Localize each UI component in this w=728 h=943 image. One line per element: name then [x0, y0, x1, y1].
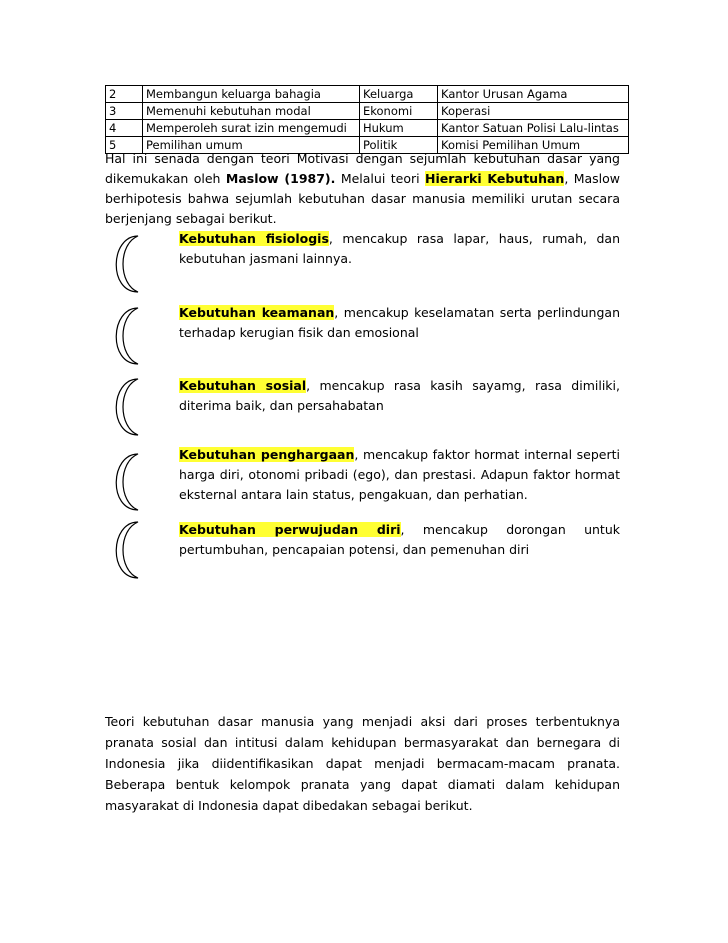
table-cell-activity: Membangun keluarga bahagia: [143, 86, 360, 103]
hierarchy-term-highlight: Hierarki Kebutuhan: [425, 171, 565, 186]
table-cell-organization: Kantor Urusan Agama: [438, 86, 629, 103]
need-description: , mencakup keselamatan serta perlindungan terhadap kerugian fisik dan emosional: [179, 305, 620, 340]
need-item-social: [179, 376, 620, 416]
need-description: , mencakup dorongan untuk pertumbuhan, pencapaian potensi, dan pemenuhan diri: [179, 522, 620, 557]
need-item-physiological: [179, 229, 620, 269]
table-cell-no: 2: [106, 86, 143, 103]
table-cell-no: 5: [106, 137, 143, 154]
maslow-reference: Maslow (1987).: [225, 171, 336, 186]
need-description: , mencakup rasa lapar, haus, rumah, dan kebutuhan jasmani lainnya.: [179, 231, 620, 266]
table-cell-activity: Memenuhi kebutuhan modal: [143, 103, 360, 120]
table-cell-activity: Pemilihan umum: [143, 137, 360, 154]
table-cell-organization: Komisi Pemilihan Umum: [438, 137, 629, 154]
need-description: , mencakup rasa kasih sayamg, rasa dimiliki, diterima baik, dan persahabatan: [179, 378, 620, 413]
need-description: , mencakup faktor hormat internal seperti harga diri, otonomi pribadi (ego), dan prestasi. Adapun faktor hormat eksternal antara lain status, pengakuan, dan perhatian.: [179, 447, 620, 502]
crescent-moon-icon: [104, 232, 150, 296]
table-row: [106, 120, 629, 137]
intro-text: Hal ini senada dengan teori Motivasi dengan sejumlah kebutuhan dasar yang dikemukakan oleh: [105, 151, 620, 186]
need-item-self-actualization: [179, 520, 620, 560]
table-cell-organization: Koperasi: [438, 103, 629, 120]
crescent-moon-icon: [104, 304, 150, 368]
need-term: Kebutuhan sosial: [179, 378, 307, 393]
table-cell-institution: Politik: [360, 137, 438, 154]
crescent-moon-icon: [104, 375, 150, 439]
pranata-table: [105, 85, 629, 154]
table-cell-no: 3: [106, 103, 143, 120]
table-cell-institution: Keluarga: [360, 86, 438, 103]
table-cell-organization: Kantor Satuan Polisi Lalu-lintas: [438, 120, 629, 137]
need-item-safety: [179, 303, 620, 343]
table-cell-institution: Hukum: [360, 120, 438, 137]
intro-text: Melalui teori: [335, 171, 426, 186]
need-term: Kebutuhan keamanan: [179, 305, 335, 320]
need-term: Kebutuhan fisiologis: [179, 231, 329, 246]
table-cell-institution: Ekonomi: [360, 103, 438, 120]
need-term: Kebutuhan perwujudan diri: [179, 522, 401, 537]
table-cell-activity: Memperoleh surat izin mengemudi: [143, 120, 360, 137]
table-row: [106, 86, 629, 103]
intro-text: , Maslow berhipotesis bahwa sejumlah kebutuhan dasar manusia memiliki urutan secara berjenjang sebagai berikut.: [105, 171, 621, 226]
intro-paragraph: [105, 149, 620, 229]
closing-paragraph: Teori kebutuhan dasar manusia yang menjadi aksi dari proses terbentuknya pranata sosial dan intitusi dalam kehidupan bermasyarakat dan bernegara di Indonesia jika diidentifikasikan dapat menjadi bermacam-macam pranata. Beberapa bentuk kelompok pranata yang dapat diamati dalam kehidupan masyarakat di Indonesia dapat dibedakan sebagai berikut.: [105, 714, 620, 813]
crescent-moon-icon: [104, 450, 150, 514]
crescent-moon-icon: [104, 518, 150, 582]
need-term: Kebutuhan penghargaan: [179, 447, 355, 462]
table-cell-no: 4: [106, 120, 143, 137]
table-row: [106, 103, 629, 120]
need-item-esteem: [179, 445, 620, 505]
